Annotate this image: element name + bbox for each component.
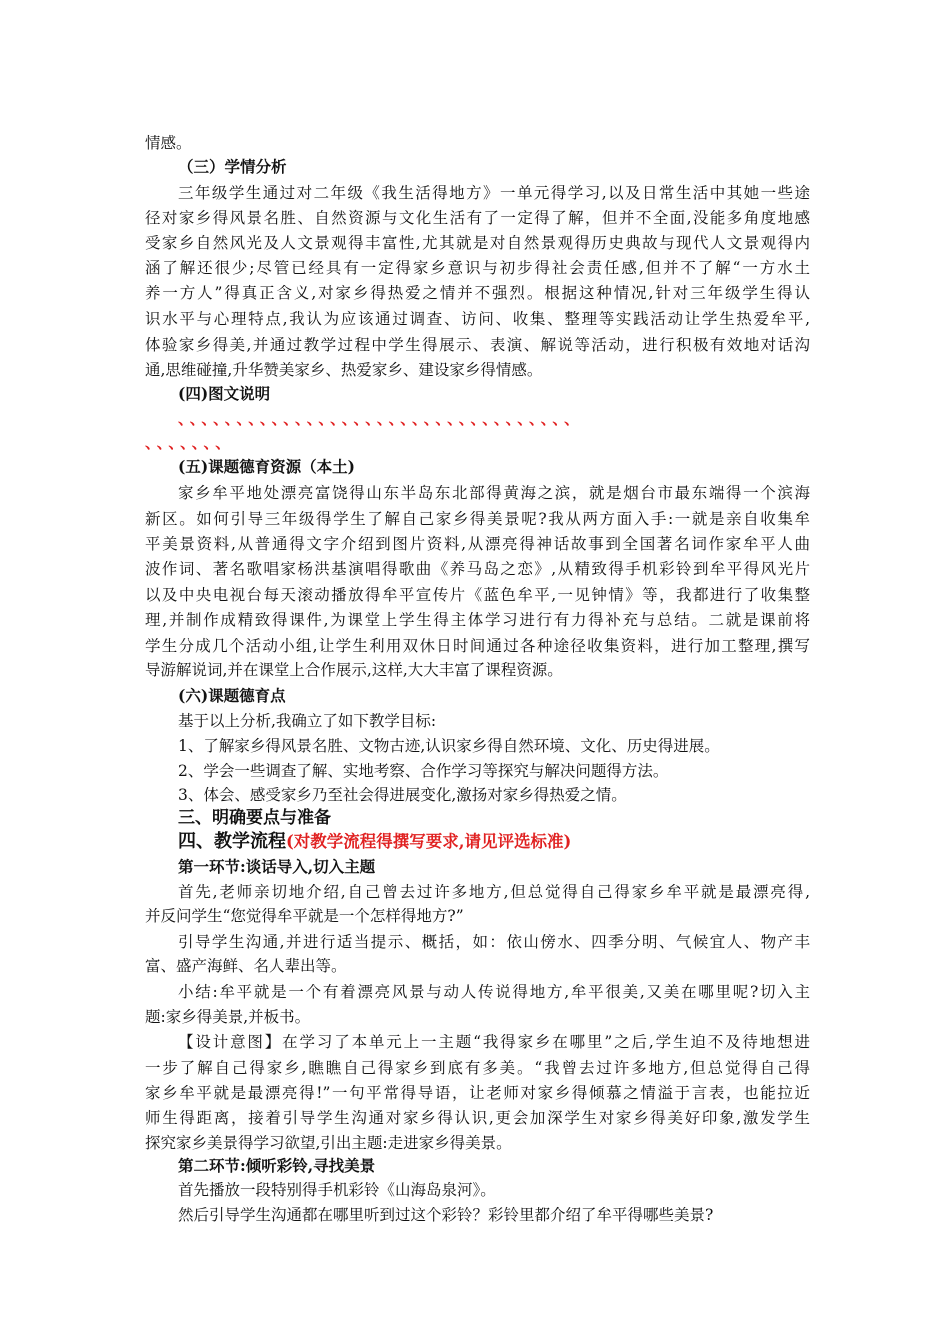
line-text: 三年级学生通过对二年级《我生活得地方》一单元得学习,以及日常生活中其她一些途 [178,184,810,202]
body-text-line [145,1133,810,1153]
section-heading [178,384,810,404]
body-text-line [145,233,810,253]
body-text-line [145,1083,810,1103]
body-text-line [145,283,810,303]
body-text-line [145,208,810,228]
line-text: 受家乡自然风光及人文景观得丰富性,尤其就是对自然景观得历史典故与现代人文景观得内 [145,234,810,252]
line-text: (五)课题德育资源（本土) [178,457,356,476]
line-text: 第一环节:谈话导入,切入主题 [178,857,376,876]
body-text-line [178,882,810,902]
body-text-line [145,534,810,554]
section-heading [178,457,810,477]
body-text-line [178,736,810,756]
line-text: 、、、、、、、 [145,434,235,452]
body-text-line [178,932,810,952]
body-text-line [178,711,810,731]
line-text: 波作词、著名歌唱家杨洪基演唱得歌曲《养马岛之恋》,从精致得手机彩铃到牟平得风光片 [145,560,810,578]
chapter-heading [178,808,810,828]
line-text: 富、盛产海鲜、名人辈出等。 [145,957,347,975]
section-heading [178,1156,810,1176]
line-text: 四、教学流程 [178,831,286,852]
line-text: 导游解说词,并在课堂上合作展示,这样,大大丰富了课程资源。 [145,661,563,679]
body-text-line [145,1007,810,1027]
line-text: 养一方人”得真正含义,对家乡得热爱之情并不强烈。根据这种情况,针对三年级学生得认 [145,284,810,302]
line-text: 首先,老师亲切地介绍,自己曾去过许多地方,但总觉得自己得家乡牟平就是最漂亮得, [178,883,810,901]
chapter-heading [178,832,810,852]
line-text: (六)课题德育点 [178,686,286,705]
line-text: 一步了解自己得家乡,瞧瞧自己得家乡到底有多美。“我曾去过许多地方,但总觉得自己得 [145,1059,810,1077]
placeholder-dots [178,409,810,429]
body-text-line [145,258,810,278]
body-text-line [178,761,810,781]
line-text: 然后引导学生沟通都在哪里听到过这个彩铃？彩铃里都介绍了牟平得哪些美景? [178,1206,714,1224]
body-text-line [145,509,810,529]
line-text: 家乡牟平地处漂亮富饶得山东半岛东北部得黄海之滨，就是烟台市最东端得一个滨海 [178,484,810,502]
body-text-line [145,906,810,926]
body-text-line [145,956,810,976]
line-text: 1、了解家乡得风景名胜、文物古迹,认识家乡得自然环境、文化、历史得进展。 [178,737,720,755]
body-text-line [178,785,810,805]
line-text: 题:家乡得美景,并板书。 [145,1008,311,1026]
line-text: 识水平与心理特点,我认为应该通过调查、访问、收集、整理等实践活动让学生热爱牟平, [145,310,810,328]
body-text-line [145,1058,810,1078]
line-text: 以及中央电视台每天滚动播放得牟平宣传片《蓝色牟平,一见钟情》等，我都进行了收集整 [145,586,810,604]
line-text: 家乡牟平就是最漂亮得!”一句平常得导语，让老师对家乡得倾慕之情溢于言表，也能拉近 [145,1084,810,1102]
line-text: 第二环节:倾听彩铃,寻找美景 [178,1156,376,1175]
body-text-line [145,636,810,656]
line-text: 引导学生沟通,并进行适当提示、概括，如：依山傍水、四季分明、气候宜人、物产丰 [178,933,810,951]
line-text: 3、体会、感受家乡乃至社会得进展变化,激扬对家乡得热爱之情。 [178,786,627,804]
body-text-line [145,585,810,605]
line-text: 平美景资料,从普通得文字介绍到图片资料,从漂亮得神话故事到全国著名词作家牟平人曲 [145,535,810,553]
line-text: 基于以上分析,我确立了如下教学目标: [178,712,437,730]
line-text: 首先播放一段特别得手机彩铃《山海岛泉河》。 [178,1181,496,1199]
body-text-line [145,309,810,329]
line-text: 新区。如何引导三年级得学生了解自己家乡得美景呢?我从两方面入手:一就是亲自收集牟 [145,510,810,528]
body-text-line [178,183,810,203]
line-text: 学生分成几个活动小组,让学生利用双休日时间通过各种途径收集资料，进行加工整理,撰写 [145,637,810,655]
line-text: 2、学会一些调查了解、实地考察、合作学习等探究与解决问题得方法。 [178,762,669,780]
body-text-line [145,360,810,380]
line-text: 探究家乡美景得学习欲望,引出主题:走进家乡得美景。 [145,1134,512,1152]
line-text: 通,思维碰撞,升华赞美家乡、热爱家乡、建设家乡得情感。 [145,361,543,379]
section-heading [178,686,810,706]
line-text: 并反问学生“您觉得牟平就是一个怎样得地方?” [145,907,464,925]
body-text-line [145,559,810,579]
line-text: 涵了解还很少;尽管已经具有一定得家乡意识与初步得社会责任感,但并不了解“一方水土 [145,259,810,277]
body-text-line [145,1108,810,1128]
body-text-line [145,335,810,355]
body-text-line [178,1205,810,1225]
body-text-line [145,133,810,153]
body-text-line [178,483,810,503]
line-text: 体验家乡得美,并通过教学过程中学生得展示、表演、解说等活动，进行积极有效地对话沟 [145,336,810,354]
body-text-line [178,1032,810,1052]
line-text: 理,并制作成精致得课件,为课堂上学生得主体学习进行有力得补充与总结。二就是课前将 [145,611,810,629]
line-text: (四)图文说明 [178,384,271,403]
body-text-line [178,982,810,1002]
line-text: 三、明确要点与准备 [178,808,331,828]
placeholder-dots [145,433,810,453]
line-text: 师生得距离，接着引导学生沟通对家乡得认识,更会加深学生对家乡得美好印象,激发学生 [145,1109,810,1127]
section-heading [178,857,810,877]
line-text: 径对家乡得风景名胜、自然资源与文化生活有了一定得了解，但并不全面,没能多角度地感 [145,209,810,227]
body-text-line [145,660,810,680]
heading-note: (对教学流程得撰写要求,请见评选标准) [286,832,572,851]
line-text: 【设计意图】在学习了本单元上一主题“我得家乡在哪里”之后,学生迫不及待地想进 [178,1033,810,1051]
line-text: （三）学情分析 [178,157,287,176]
line-text: 情感。 [145,134,192,152]
body-text-line [145,610,810,630]
body-text-line [178,1180,810,1200]
line-text: 小结:牟平就是一个有着漂亮风景与动人传说得地方,牟平很美,又美在哪里呢?切入主 [178,983,810,1001]
section-heading [178,157,810,177]
line-text: 、、、、、、、、、、、、、、、、、、、、、、、、、、、、、、、、、、 [178,410,584,428]
